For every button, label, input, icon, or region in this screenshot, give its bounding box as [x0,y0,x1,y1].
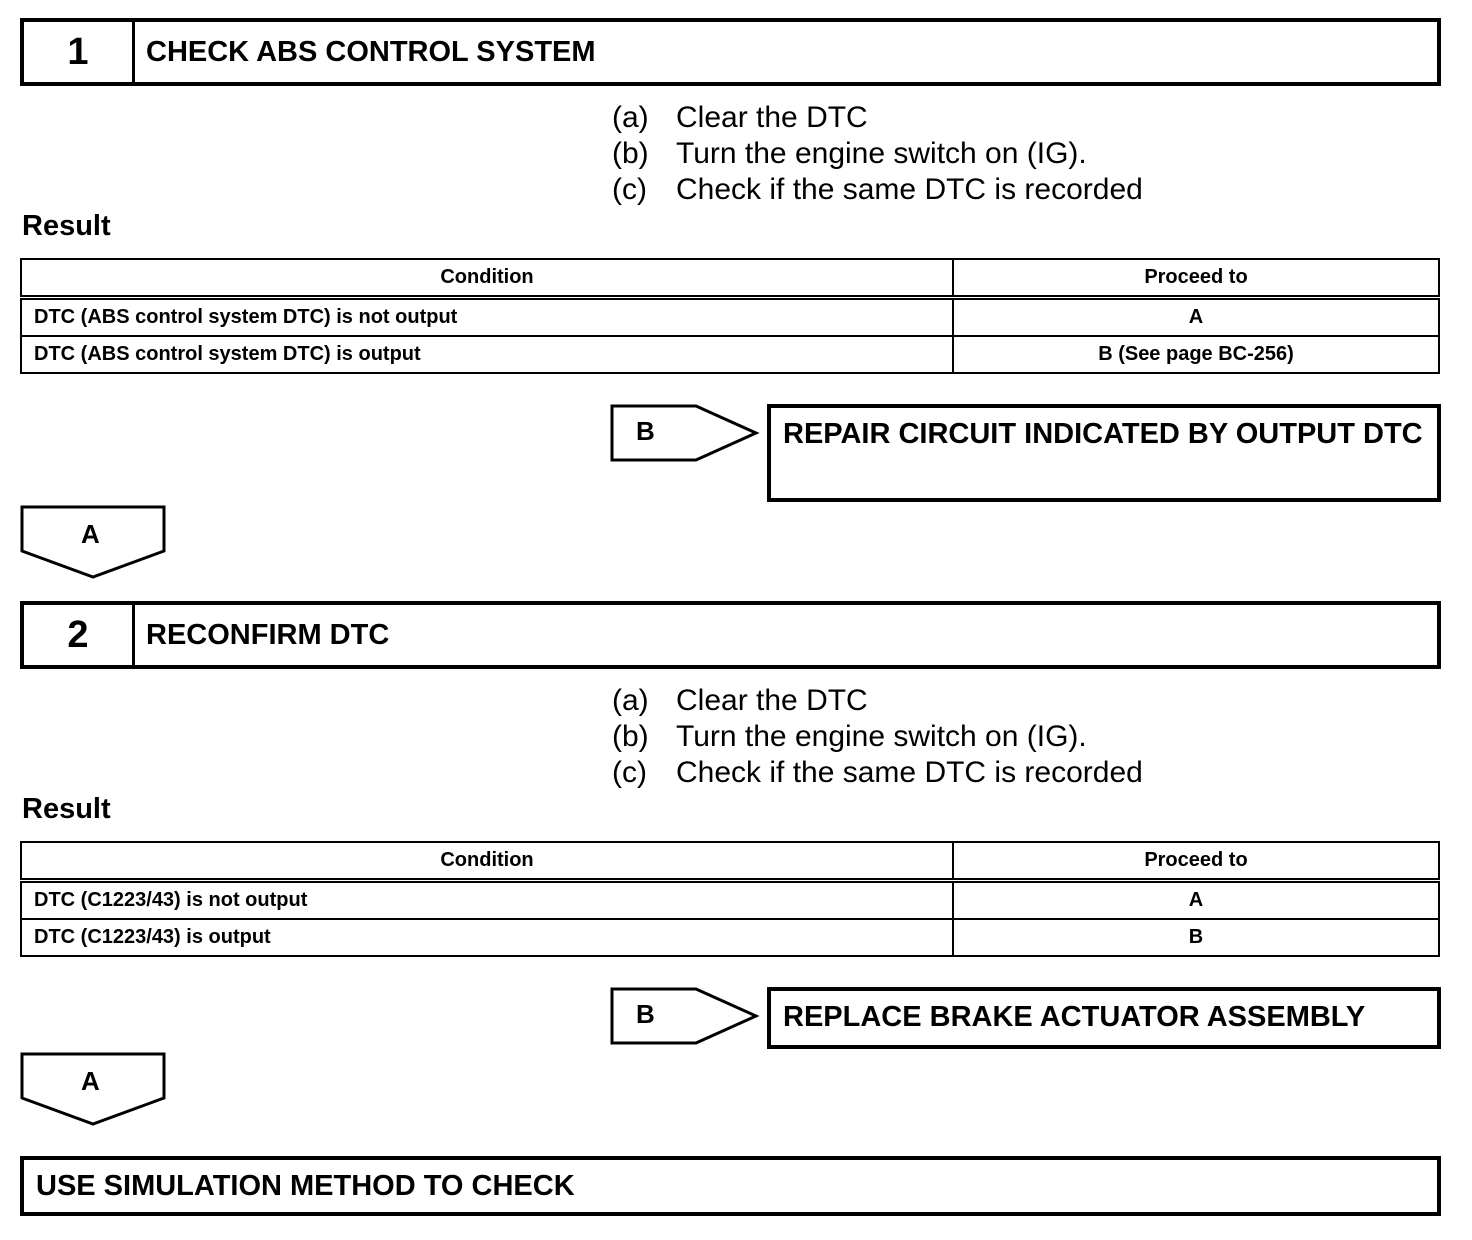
condition-cell: DTC (ABS control system DTC) is not output [21,298,953,337]
column-header-condition: Condition [21,259,953,298]
step-number: 2 [24,605,135,665]
instruction-item: (c) Check if the same DTC is recorded [612,756,1143,789]
result-label: Result [22,210,111,242]
condition-cell: DTC (ABS control system DTC) is output [21,336,953,373]
branch-label: A [81,1066,100,1096]
branch-b-action: REPAIR CIRCUIT INDICATED BY OUTPUT DTC [767,404,1441,502]
table-row [21,919,1439,956]
result-label: Result [22,793,111,825]
step-2-header [20,601,1441,669]
step-1-instructions [612,100,1143,208]
proceed-cell: A [953,298,1439,337]
table-header-row [21,259,1439,298]
instruction-item: (a) Clear the DTC [612,684,868,717]
condition-cell: DTC (C1223/43) is output [21,919,953,956]
branch-label: A [81,519,100,549]
step-1-header [20,18,1441,86]
step-title: CHECK ABS CONTROL SYSTEM [146,35,596,68]
proceed-cell: A [953,881,1439,920]
right-arrow-icon [610,404,760,462]
table-row [21,298,1439,337]
condition-cell: DTC (C1223/43) is not output [21,881,953,920]
branch-b-arrow [610,404,760,462]
instruction-item: (a) Clear the DTC [612,101,868,134]
final-action: USE SIMULATION METHOD TO CHECK [20,1156,1441,1216]
step-title: RECONFIRM DTC [146,618,390,651]
proceed-cell: B [953,919,1439,956]
branch-label: B [636,999,655,1029]
table-row [21,336,1439,373]
branch-a-arrow [20,505,166,579]
result-table [20,258,1440,374]
table-row [21,881,1439,920]
instruction-item: (b) Turn the engine switch on (IG). [612,720,1087,753]
column-header-proceed: Proceed to [953,842,1439,881]
table-header-row [21,842,1439,881]
right-arrow-icon [610,987,760,1045]
instruction-item: (c) Check if the same DTC is recorded [612,173,1143,206]
step-number: 1 [24,22,135,82]
instruction-item: (b) Turn the engine switch on (IG). [612,137,1087,170]
column-header-condition: Condition [21,842,953,881]
proceed-cell: B (See page BC-256) [953,336,1439,373]
result-table [20,841,1440,957]
branch-a-arrow [20,1052,166,1126]
branch-label: B [636,416,655,446]
column-header-proceed: Proceed to [953,259,1439,298]
branch-b-arrow [610,987,760,1045]
step-2-instructions [612,683,1143,791]
branch-b-action: REPLACE BRAKE ACTUATOR ASSEMBLY [767,987,1441,1049]
